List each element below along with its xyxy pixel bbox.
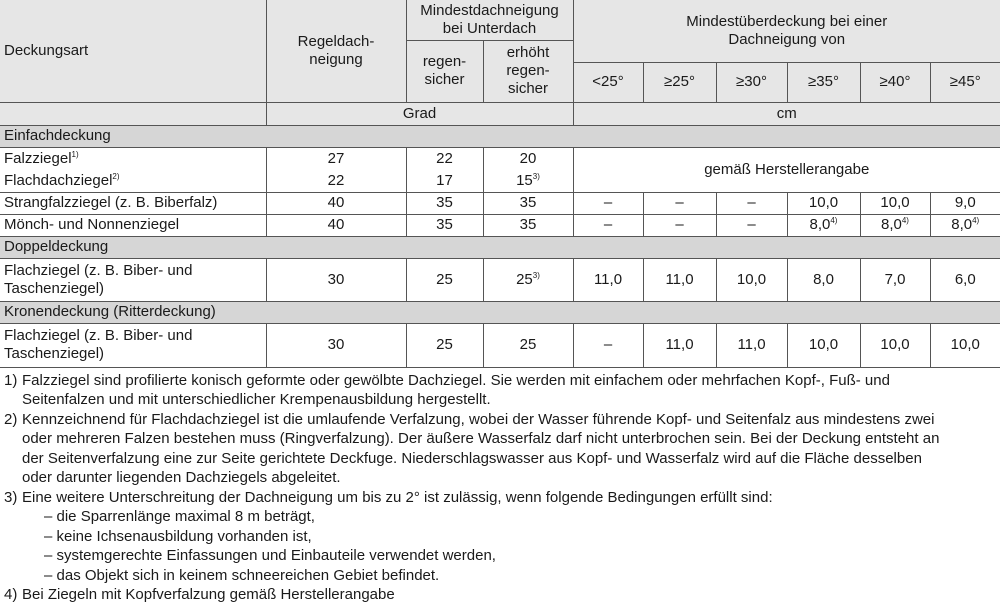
row-strangfalz-regel: 40	[266, 192, 406, 214]
row-doppel-value: 7,0	[860, 258, 930, 301]
section-doppeldeckung: Doppeldeckung	[0, 236, 1000, 258]
section-einfachdeckung: Einfachdeckung	[0, 125, 1000, 147]
row-moench-name: Mönch- und Nonnenziegel	[0, 214, 266, 236]
row-doppel-value: 11,0	[573, 258, 643, 301]
header-angle-ge30: ≥30°	[716, 62, 787, 102]
row-kronen-flachziegel-name: Flachziegel (z. B. Biber- und Taschenziegel)	[0, 323, 266, 367]
row-strangfalz-value: –	[716, 192, 787, 214]
row-kronen-value: 11,0	[716, 323, 787, 367]
footnote-3-bullet: – die Sparrenlänge maximal 8 m beträgt,	[44, 508, 315, 525]
row-kronen-value: 10,0	[930, 323, 1000, 367]
header-mindestueberdeckung: Mindestüberdeckung bei einer Dachneigung von	[573, 0, 1000, 62]
cell-gemaess-herstellerangabe: gemäß Herstellerangabe	[573, 147, 1000, 192]
header-angle-ge40: ≥40°	[860, 62, 930, 102]
row-strangfalz-name: Strangfalzziegel (z. B. Biberfalz)	[0, 192, 266, 214]
header-unit-grad: Grad	[266, 102, 573, 125]
row-strangfalz-value: 10,0	[860, 192, 930, 214]
footnote-1: 1) Falzziegel sind profilierte konisch geformte oder gewölbte Dachziegel. Sie werden mit einfachem oder mehrfachen Kopf-, Fuß- und Seitenfalzen und mit unterschiedlicher Krempenausbildung hergestellt.	[4, 371, 890, 408]
header-angle-ge25: ≥25°	[643, 62, 716, 102]
row-falzziegel-regel: 27	[266, 147, 406, 170]
row-moench-value: –	[643, 214, 716, 236]
row-falzziegel-erhoeht: 20	[483, 147, 573, 170]
row-doppel-regensicher: 25	[406, 258, 483, 301]
row-doppel-erhoeht: 25$^{3)}$	[483, 258, 573, 301]
row-kronen-value: 10,0	[860, 323, 930, 367]
header-angle-ge45: ≥45°	[930, 62, 1000, 102]
row-moench-regel: 40	[266, 214, 406, 236]
header-regensicher: regen- sicher	[406, 40, 483, 102]
row-doppel-value: 6,0	[930, 258, 1000, 301]
footnote-3-bullet: – systemgerechte Einfassungen und Einbauteile verwendet werden,	[44, 547, 496, 564]
footnotes	[0, 368, 1000, 605]
footnote-3-bullet: – keine Ichsenausbildung vorhanden ist,	[44, 527, 312, 545]
header-angle-lt25: <25°	[573, 62, 643, 102]
row-moench-value: –	[573, 214, 643, 236]
row-kronen-value: 10,0	[787, 323, 860, 367]
row-strangfalz-value: –	[643, 192, 716, 214]
row-strangfalz-erhoeht: 35	[483, 192, 573, 214]
row-strangfalz-value: 10,0	[787, 192, 860, 214]
row-strangfalz-value: 9,0	[930, 192, 1000, 214]
header-mindestdachneigung: Mindestdachneigung bei Unterdach	[406, 0, 573, 40]
row-moench-value: –	[716, 214, 787, 236]
row-doppel-regel: 30	[266, 258, 406, 301]
row-falzziegel-name: Falzziegel$^{1)}$	[4, 149, 79, 167]
row-doppel-value: 10,0	[716, 258, 787, 301]
row-moench-regensicher: 35	[406, 214, 483, 236]
footnote-3: 3) Eine weitere Unterschreitung der Dachneigung um bis zu 2° ist zulässig, wenn folgende Bedingungen erfüllt sind:	[4, 488, 773, 506]
row-falzziegel-regensicher: 22	[406, 147, 483, 170]
header-angle-ge35: ≥35°	[787, 62, 860, 102]
row-flachdachziegel-regel: 22	[266, 170, 406, 192]
header-erhoeht-regensicher: erhöht regen- sicher	[483, 40, 573, 102]
row-doppel-value: 8,0	[787, 258, 860, 301]
row-flachdachziegel-regensicher: 17	[406, 170, 483, 192]
row-doppel-value: 11,0	[643, 258, 716, 301]
header-unit-cm: cm	[573, 102, 1000, 125]
row-kronen-regensicher: 25	[406, 323, 483, 367]
row-strangfalz-regensicher: 35	[406, 192, 483, 214]
footnote-2: 2) Kennzeichnend für Flachdachziegel ist die umlaufende Verfalzung, wobei der Wasser führende Kopf- und Seitenfalz aus mindestens zwei oder mehreren Falzen bestehen muss (Ringverfalzung). Der äußere Wasserfalz darf nicht unterbrochen sein. Bei der Deckung entsteht an der Seitenverfalzung eine zur Seite gerichtete Deckfuge. Niederschlagswasser aus Kopf- und Wasserfalz wird auf die Fläche desselben oder darunter liegenden Dachziegels abgeleitet.	[4, 410, 940, 486]
header-regeldachneigung: Regeldach- neigung	[266, 0, 406, 102]
row-strangfalz-value: –	[573, 192, 643, 214]
row-kronen-erhoeht: 25	[483, 323, 573, 367]
row-doppel-flachziegel-name: Flachziegel (z. B. Biber- und Taschenziegel)	[4, 261, 193, 297]
row-flachdachziegel-name: Flachdachziegel$^{2)}$	[4, 171, 120, 189]
header-unit-empty	[0, 102, 266, 125]
row-flachdachziegel-erhoeht: 15$^{3)}$	[483, 170, 573, 192]
row-kronen-value: –	[573, 323, 643, 367]
footnote-4: 4) Bei Ziegeln mit Kopfverfalzung gemäß Herstellerangabe	[4, 586, 395, 603]
section-kronendeckung: Kronendeckung (Ritterdeckung)	[0, 301, 1000, 323]
row-moench-erhoeht: 35	[483, 214, 573, 236]
row-moench-value: 8,0$^{4)}$	[930, 214, 1000, 236]
row-kronen-value: 11,0	[643, 323, 716, 367]
footnote-3-bullet: – das Objekt sich in keinem schneereichen Gebiet befindet.	[44, 566, 440, 584]
row-moench-value: 8,0$^{4)}$	[860, 214, 930, 236]
row-moench-value: 8,0$^{4)}$	[787, 214, 860, 236]
row-kronen-regel: 30	[266, 323, 406, 367]
header-deckungsart: Deckungsart	[0, 0, 266, 102]
